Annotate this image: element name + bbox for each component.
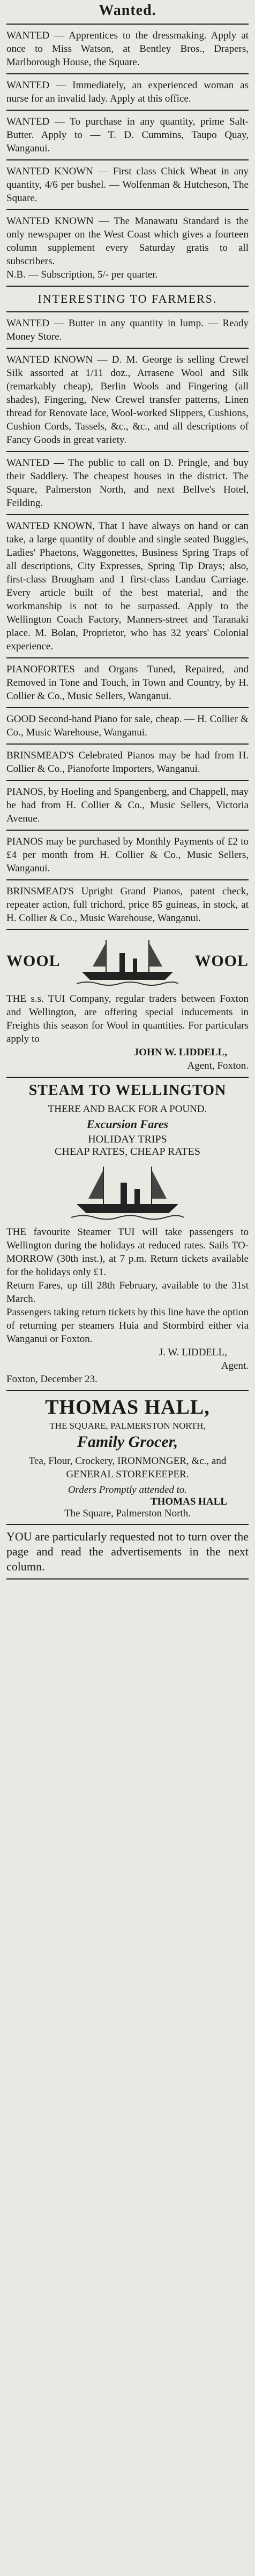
ad-brinsmead-grand: BRINSMEAD'S Upright Grand Pianos, patent check, repeater action, full trichord, price 85 guineas, in stock, at H. Collier & Co., Music Warehouse, Wanganui.: [6, 886, 249, 924]
interesting-title: INTERESTING TO FARMERS.: [38, 292, 218, 305]
newspaper-column: [6, 0, 249, 1580]
steamship-icon: [77, 934, 178, 988]
rule: [6, 311, 249, 312]
steam-line3: HOLIDAY TRIPS: [88, 1133, 167, 1145]
rule: [6, 159, 249, 160]
rule: [6, 73, 249, 74]
ad-brinsmead: BRINSMEAD'S Celebrated Pianos may be had from H. Collier & Co., Pianoforte Importers, Wanganui.: [6, 750, 249, 775]
thomas-goods: Tea, Flour, Crockery, IRONMONGER, &c., and GENERAL STOREKEEPER.: [28, 1455, 227, 1480]
rule: [6, 24, 249, 25]
wanted-header: Wanted.: [99, 2, 156, 19]
rule: [6, 514, 249, 515]
steamer-icon: [71, 1162, 184, 1221]
rule: [6, 348, 249, 349]
ad-pringle: WANTED — The public to call on D. Pringle, and buy their Saddlery. The cheapest houses in the district. The Square, Palmerston North, and next Bellve's Hotel, Feilding.: [6, 457, 249, 509]
rule: [6, 780, 249, 781]
steam-line4: CHEAP RATES, CHEAP RATES: [55, 1146, 200, 1157]
rule: [6, 1390, 249, 1391]
wool-right: WOOL: [194, 952, 249, 970]
ad-pianos-monthly: PIANOS may be purchased by Monthly Payments of £2 to £4 per month from H. Collier & Co., Music Sellers, Wanganui.: [6, 836, 249, 874]
steam-line1: THERE AND BACK FOR A POUND.: [48, 1103, 207, 1115]
ad-carriage: WANTED KNOWN, That I have always on hand or can take, a large quantity of double and single seated Buggies, Ladies' Phaetons, Waggonettes, Business Spring Traps of all descriptions, City Expresses, Spring Tip Drays; also, first-class Brougham and 1 first-class Landau Carriage. Every article built of the best material, and the workmanship is not to be surpassed. Apply to the Wellington Coach Factory, Manners-street and Taranaki place. M. Bolan, Proprietor, who has 32 years' Colonial experience.: [6, 520, 249, 652]
ad-tui-wool: THE s.s. TUI Company, regular traders between Foxton and Wellington, are offering special inducements in Freights this season for Wool in quantities. For particulars apply to JOHN W. LIDDELL, Agent, Foxton.: [6, 993, 249, 1071]
rule: [6, 1524, 249, 1525]
ad-pianofortes: PIANOFORTES and Organs Tuned, Repaired, and Removed in Tone and Touch, in Town and Country, by H. Collier & Co., Music Sellers, Wanganui.: [6, 664, 249, 702]
rule: [6, 286, 249, 287]
rule: [6, 707, 249, 708]
rule: [6, 1077, 249, 1078]
ad-apprentices: WANTED — Apprentices to the dressmaking. Apply at once to Miss Watson, at Bentley Bros., Drapers, Marlborough House, the Square.: [6, 30, 249, 68]
ad-second-hand-piano: GOOD Second-hand Piano for sale, cheap. — H. Collier & Co., Music Warehouse, Wanganui.: [6, 714, 249, 738]
rule: [6, 879, 249, 880]
ad-steamer-tui: THE favourite Steamer TUI will take passengers to Wellington during the holidays at reduced rates. Sails TO-MORROW (30th inst.), at 7 p.m. Return tickets available for the holidays only £1. Return Fares, up till 28th February, available to the 31st March. Passengers taking return tickets by this line have the option of returning per steamers Huia and Stormbird either via Wanganui or Foxton. J. W. LIDDELL, Agent. Foxton, December 23.: [6, 1226, 249, 1385]
rule: [6, 1578, 249, 1580]
rule: [6, 657, 249, 658]
ad-salt-butter: WANTED — To purchase in any quantity, prime Salt-Butter. Apply to — T. D. Cummins, Taupo Quay, Wanganui.: [6, 116, 249, 154]
rule: [6, 743, 249, 745]
rule: [6, 209, 249, 210]
steam-title: STEAM TO WELLINGTON: [28, 1082, 227, 1099]
ad-chick-wheat: WANTED KNOWN — First class Chick Wheat in any quantity, 4/6 per bushel. — Wolfenman & Hutcheson, The Square.: [6, 166, 249, 204]
family-grocer: Family Grocer,: [77, 1433, 178, 1451]
thomas-address2: The Square, Palmerston North.: [64, 1508, 191, 1519]
ad-notice: YOU are particularly requested not to turn over the page and read the advertisements in the next column.: [6, 1530, 249, 1573]
thomas-sig: THOMAS HALL: [150, 1496, 227, 1507]
rule: [6, 451, 249, 452]
ad-nurse: WANTED — Immediately, an experienced woman as nurse for an invalid lady. Apply at this office.: [6, 80, 249, 104]
ad-manawatu-standard: WANTED KNOWN — The Manawatu Standard is the only newspaper on the West Coast which gives a fourteen column supplement every Saturday gratis to all subscribers. N.B. — Subscription, 5/- per quarter.: [6, 216, 249, 280]
rule: [6, 830, 249, 831]
wool-left: WOOL: [6, 952, 61, 970]
ad-butter: WANTED — Butter in any quantity in lump. — Ready Money Store.: [6, 318, 249, 342]
steam-line2: Excursion Fares: [86, 1117, 169, 1131]
thomas-orders: Orders Promptly attended to.: [68, 1484, 188, 1496]
thomas-hall-title: THOMAS HALL,: [45, 1396, 210, 1419]
rule: [6, 110, 249, 111]
ad-george: WANTED KNOWN — D. M. George is selling Crewel Silk assorted at 1/11 doz., Arrasene Wool and Silk (remarkably cheap), Berlin Wools and Fingering (all shades), Fingering, New Crewel transfer patterns, Linen thread for Renovate lace, Wool-worked Slippers, Cushions, Cushion Cords, Tassels, &c., &c., and all descriptions of Fancy Goods in great variety.: [6, 354, 249, 446]
rule: [6, 929, 249, 930]
ad-pianos-hoeling: PIANOS, by Hoeling and Spangenberg, and Chappell, may be had from H. Collier & Co., Music Sellers, Victoria Avenue.: [6, 786, 249, 824]
wool-banner: [6, 934, 249, 988]
thomas-address: THE SQUARE, PALMERSTON NORTH,: [49, 1421, 206, 1431]
